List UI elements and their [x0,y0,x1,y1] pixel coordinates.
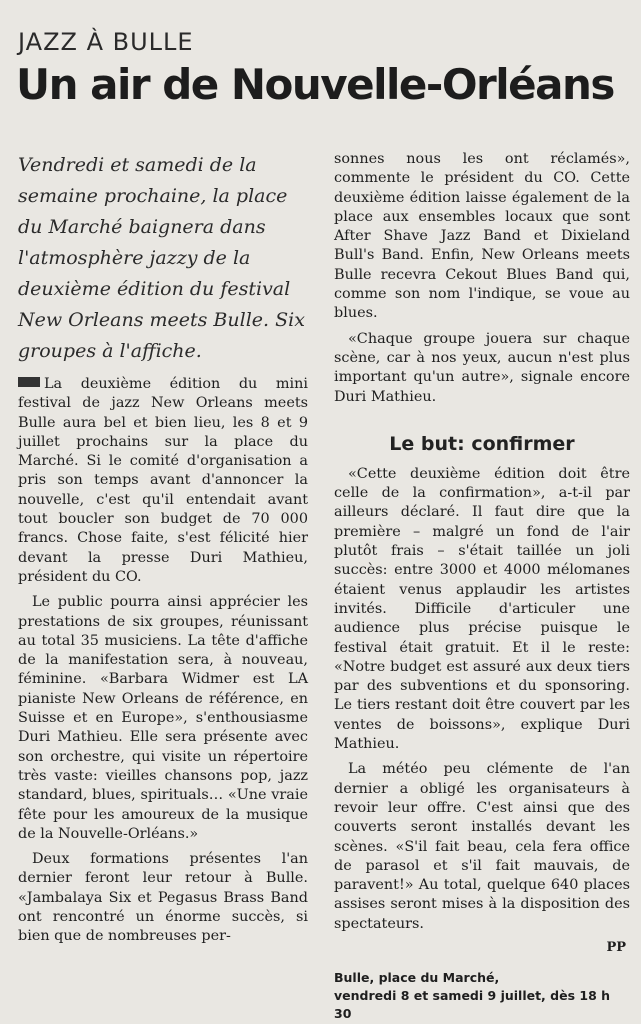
paragraph: «Cette deuxième édition doit être celle de la confirmation», a-t-il par ailleurs déclaré. Il faut dire que la première – malgré un fond de l'air plutôt frais – s'était taillée un joli succès: entre 3000 et 4000 mélomanes étaient venus applaudir les artistes invités. Difficile d'articuler une audience plus précise puisque le festival était gratuit. Et il le reste: «Notre budget est assuré aux deux tiers par des subventions et du sponsoring. Le tiers restant doit être couvert par les ventes de boissons», explique Duri Mathieu. [334,465,630,753]
paragraph [18,375,308,587]
event-location: Bulle, place du Marché, [334,969,500,985]
left-body [18,375,308,947]
event-info [334,969,630,1023]
paragraph: «Chaque groupe jouera sur chaque scène, car à nos yeux, aucun n'est plus important qu'un autre», signale encore Duri Mathieu. [334,330,630,405]
article-kicker: JAZZ À BULLE [18,28,194,56]
paragraph: Deux formations présentes l'an dernier feront leur retour à Bulle. «Jambalaya Six et Pegasus Brass Band ont rencontré un énorme succès, si bien que de nombreuses per- [18,851,308,945]
section-subhead: Le but: confirmer [389,432,575,455]
article-headline: Un air de Nouvelle-Orléans [16,60,614,109]
paragraph: sonnes nous les ont réclamés», commente le président du CO. Cette deuxième édition laisse également de la place aux ensembles locaux que sont After Shave Jazz Band et Dixieland Bull's Band. Enfin, New Orleans meets Bulle recevra Cekout Blues Band qui, comme son nom l'indique, se voue au blues. [334,151,630,322]
event-dates: vendredi 8 et samedi 9 juillet, dès 18 h 30 [334,987,611,1021]
article-lead: Vendredi et samedi de la semaine prochaine, la place du Marché baignera dans l'atmosphère jazzy de la deuxième édition du festival New Orleans meets Bulle. Six groupes à l'affiche. [18,154,305,362]
paragraph-marker-icon [18,377,40,387]
right-body-top [334,150,630,407]
paragraph: Le public pourra ainsi apprécier les prestations de six groupes, réunissant au total 35 musiciens. La tête d'affiche de la manifestation sera, à nouveau, féminine. «Barbara Widmer est LA pianiste New Orleans de référence, en Suisse et en Europe», s'enthousiasme Duri Mathieu. Elle sera présente avec son orchestre, qui visite un répertoire très vaste: vieilles chansons pop, jazz standard, blues, spirituals… «Une vraie fête pour les amoureux de la musique de la Nouvelle-Orléans.» [18,594,308,842]
paragraph: La météo peu clémente de l'an dernier a obligé les organisateurs à revoir leur offre. C'est ainsi que des couverts seront installés devant les scènes. «S'il fait beau, cela fera office de parasol et s'il fait mauvais, de paravent!» Au total, quelque 640 places assises seront mises à la disposition des spectateurs. [334,761,630,932]
paragraph-text: La deuxième édition du mini festival de jazz New Orleans meets Bulle aura bel et bien lieu, les 8 et 9 juillet prochains sur la place du Marché. Si le comité d'organisation a pris son temps avant d'annoncer la nouvelle, c'est qu'il entendait avant tout boucler son budget de 70 000 francs. Chose faite, s'est félicité hier devant la presse Duri Mathieu, président du CO. [18,376,308,585]
author-signature: PP [606,939,626,955]
right-column [334,150,630,1023]
left-column [18,150,308,953]
right-body-bottom [334,465,630,934]
